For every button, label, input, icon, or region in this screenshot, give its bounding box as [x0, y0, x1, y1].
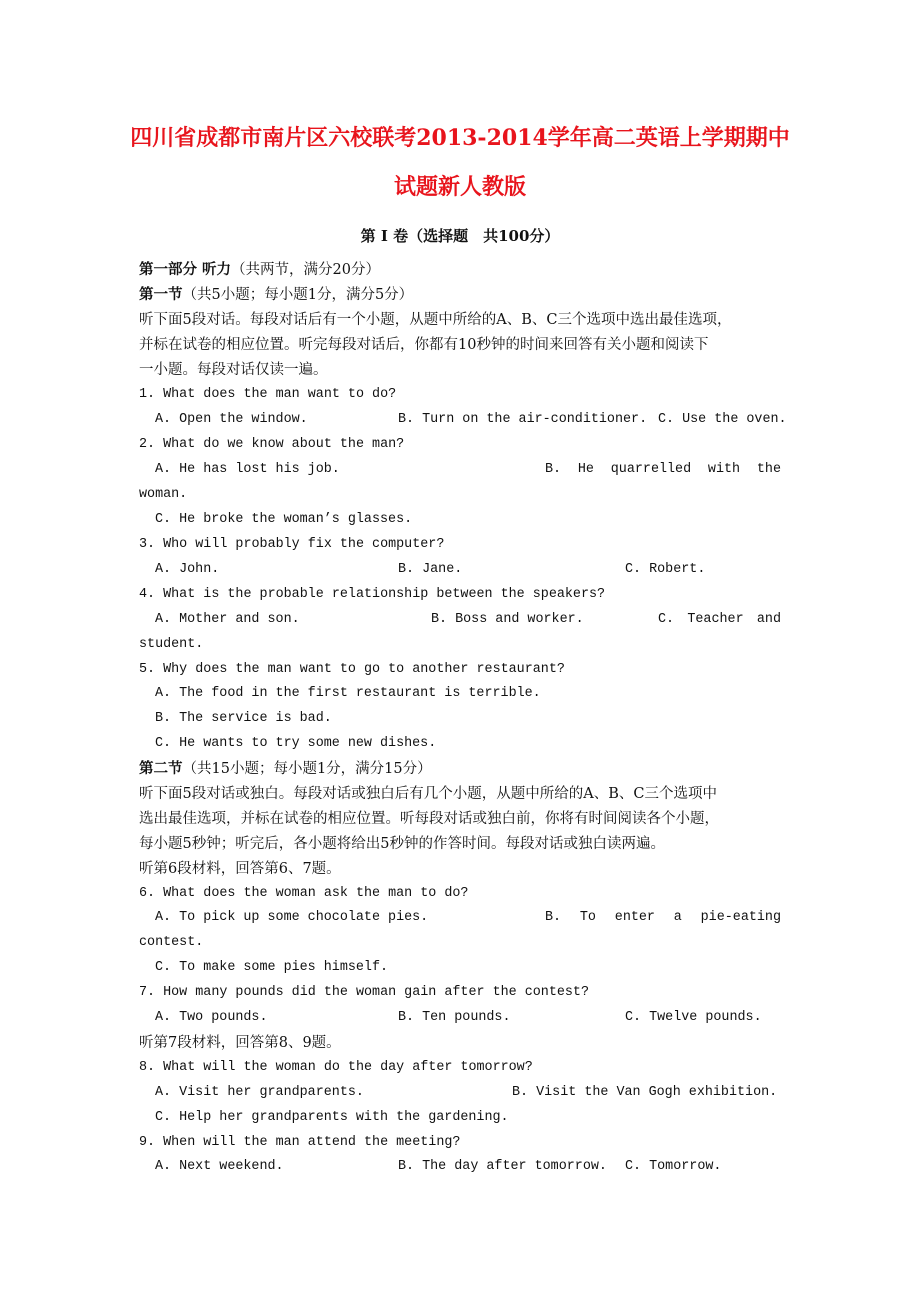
option-c: C. Tomorrow.	[625, 1159, 722, 1174]
option-a: A. He has lost his job.	[155, 462, 340, 477]
option-b: B. Turn on the air-conditioner.	[398, 412, 648, 427]
sec2-instr: 选出最佳选项，并标在试卷的相应位置。听每段对话或独白前，你将有时间阅读各个小题，	[139, 811, 719, 827]
option-c: C. He wants to try some new dishes.	[155, 736, 437, 751]
doc-title-line2: 试题新人教版	[393, 174, 526, 200]
option-a: A. Mother and son.	[155, 612, 300, 627]
option-b: B. Visit the Van Gogh exhibition.	[512, 1085, 778, 1100]
option-c-cont: student.	[139, 637, 204, 652]
volume-heading: 第 I 卷（选择题 共100分）	[360, 227, 560, 245]
question-stem: 4. What is the probable relationship between the speakers?	[139, 587, 606, 602]
option-c: C. Help her grandparents with the gardening.	[155, 1110, 509, 1125]
doc-title-line1: 四川省成都市南片区六校联考2013-2014学年高二英语上学期期中	[130, 125, 790, 151]
part1-heading: 第一部分 听力（共两节，满分20分）	[139, 261, 381, 278]
option-b: B. Ten pounds.	[398, 1010, 511, 1025]
sec2-heading: 第二节（共15小题；每小题1分，满分15分）	[139, 760, 432, 777]
sec1-instr: 一小题。每段对话仅读一遍。	[139, 362, 328, 378]
material-7-note: 听第7段材料，回答第8、9题。	[139, 1035, 341, 1051]
question-stem: 1. What does the man want to do?	[139, 387, 397, 402]
option-a: A. Next weekend.	[155, 1159, 284, 1174]
sec2-instr: 听下面5段对话或独白。每段对话或独白后有几个小题，从题中所给的A、B、C三个选项中	[139, 786, 717, 802]
question-stem: 2. What do we know about the man?	[139, 437, 405, 452]
sec1-instr: 并标在试卷的相应位置。听完每段对话后，你都有10秒钟的时间来回答有关小题和阅读下	[139, 337, 709, 353]
question-stem: 5. Why does the man want to go to another restaurant?	[139, 662, 565, 677]
question-stem: 6. What does the woman ask the man to do?	[139, 886, 469, 901]
option-a: A. To pick up some chocolate pies.	[155, 910, 429, 925]
question-stem: 7. How many pounds did the woman gain after the contest?	[139, 985, 589, 1000]
option-c: C. He broke the woman’s glasses.	[155, 512, 413, 527]
option-a: A. The food in the first restaurant is terrible.	[155, 686, 541, 701]
sec2-instr: 每小题5秒钟；听完后，各小题将给出5秒钟的作答时间。每段对话或独白读两遍。	[139, 836, 665, 852]
option-c: C. Teacher and	[658, 612, 781, 627]
option-b: B. To enter a pie-eating	[545, 910, 781, 925]
option-b: B. He quarrelled with the	[545, 462, 781, 477]
sec1-instr: 听下面5段对话。每段对话后有一个小题，从题中所给的A、B、C三个选项中选出最佳选项，	[139, 312, 732, 328]
option-c: C. To make some pies himself.	[155, 960, 389, 975]
option-b-cont: contest.	[139, 935, 204, 950]
option-a: A. Two pounds.	[155, 1010, 268, 1025]
option-a: A. John.	[155, 562, 220, 577]
option-a: A. Visit her grandparents.	[155, 1085, 364, 1100]
question-stem: 3. Who will probably fix the computer?	[139, 537, 445, 552]
option-c: C. Robert.	[625, 562, 706, 577]
option-b: B. The service is bad.	[155, 711, 332, 726]
option-b-cont: woman.	[139, 487, 188, 502]
option-b: B. Jane.	[398, 562, 463, 577]
option-c: C. Twelve pounds.	[625, 1010, 762, 1025]
option-b: B. Boss and worker.	[431, 612, 584, 627]
question-stem: 8. What will the woman do the day after tomorrow?	[139, 1060, 533, 1075]
sec1-heading: 第一节（共5小题；每小题1分，满分5分）	[139, 286, 414, 303]
material-6-note: 听第6段材料，回答第6、7题。	[139, 861, 341, 877]
option-a: A. Open the window.	[155, 412, 308, 427]
option-b: B. The day after tomorrow.	[398, 1159, 607, 1174]
option-c: C. Use the oven.	[658, 412, 787, 427]
question-stem: 9. When will the man attend the meeting?	[139, 1135, 461, 1150]
